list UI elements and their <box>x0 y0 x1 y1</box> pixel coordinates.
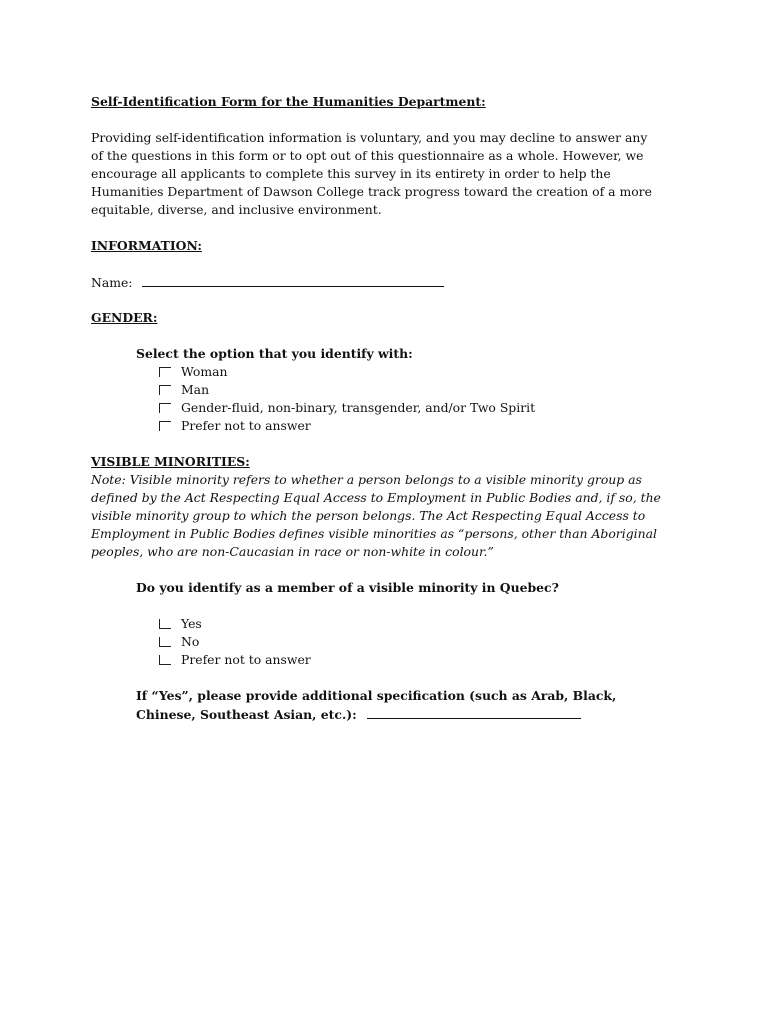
checkbox-icon[interactable] <box>159 421 171 431</box>
checkbox-icon[interactable] <box>159 637 171 647</box>
option-label: Yes <box>181 616 202 631</box>
visible-minorities-note: Note: Visible minority refers to whether a person belongs to a visible minority group as defined by the Act Respecting Equal Access to Employment in Public Bodies and, if so, the visible minority group to which the person belongs. The Act Respecting Equal Access to Employment in Public Bodies defines visible minorities as “persons, other than Aboriginal peoples, who are non-Caucasian in race or non-white in colour.” <box>91 472 661 559</box>
information-heading: INFORMATION: <box>91 238 202 253</box>
option-label: Man <box>181 382 210 397</box>
vm-option-no[interactable] <box>159 633 691 651</box>
visible-minority-question: Do you identify as a member of a visible minority in Quebec? <box>136 580 559 595</box>
gender-heading: GENDER: <box>91 310 158 325</box>
visible-minorities-heading: VISIBLE MINORITIES: <box>91 454 250 469</box>
gender-option-prefer-not[interactable] <box>159 417 691 435</box>
specification-field[interactable] <box>367 705 581 719</box>
name-row <box>91 273 691 291</box>
checkbox-icon[interactable] <box>159 385 171 395</box>
vm-option-prefer-not[interactable] <box>159 651 691 669</box>
checkbox-icon[interactable] <box>159 655 171 665</box>
gender-options <box>159 363 691 435</box>
checkbox-icon[interactable] <box>159 619 171 629</box>
form-title: Self-Identification Form for the Humanities Department: <box>91 94 486 109</box>
specification-block <box>136 687 656 724</box>
vm-option-yes[interactable] <box>159 615 691 633</box>
gender-question: Select the option that you identify with: <box>136 346 413 361</box>
form-page <box>91 93 691 724</box>
visible-minority-options <box>159 615 691 669</box>
option-label: No <box>181 634 200 649</box>
gender-option-man[interactable] <box>159 381 691 399</box>
option-label: Prefer not to answer <box>181 652 311 667</box>
name-field[interactable] <box>142 273 444 287</box>
option-label: Gender-fluid, non-binary, transgender, and/or Two Spirit <box>181 400 536 415</box>
specification-line-2 <box>136 705 656 724</box>
checkbox-icon[interactable] <box>159 367 171 377</box>
checkbox-icon[interactable] <box>159 403 171 413</box>
intro-paragraph: Providing self-identification information is voluntary, and you may decline to answer any of the questions in this form or to opt out of this questionnaire as a whole. However, we encourage all applicants to complete this survey in its entirety in order to help the Humanities Department of Dawson College track progress toward the creation of a more equitable, diverse, and inclusive environment. <box>91 130 652 217</box>
specification-line-1: If “Yes”, please provide additional specification (such as Arab, Black, <box>136 688 617 703</box>
gender-option-woman[interactable] <box>159 363 691 381</box>
name-label: Name: <box>91 275 133 290</box>
specification-label: Chinese, Southeast Asian, etc.): <box>136 707 357 722</box>
option-label: Prefer not to answer <box>181 418 311 433</box>
option-label: Woman <box>181 364 228 379</box>
gender-option-gender-fluid[interactable] <box>159 399 691 417</box>
